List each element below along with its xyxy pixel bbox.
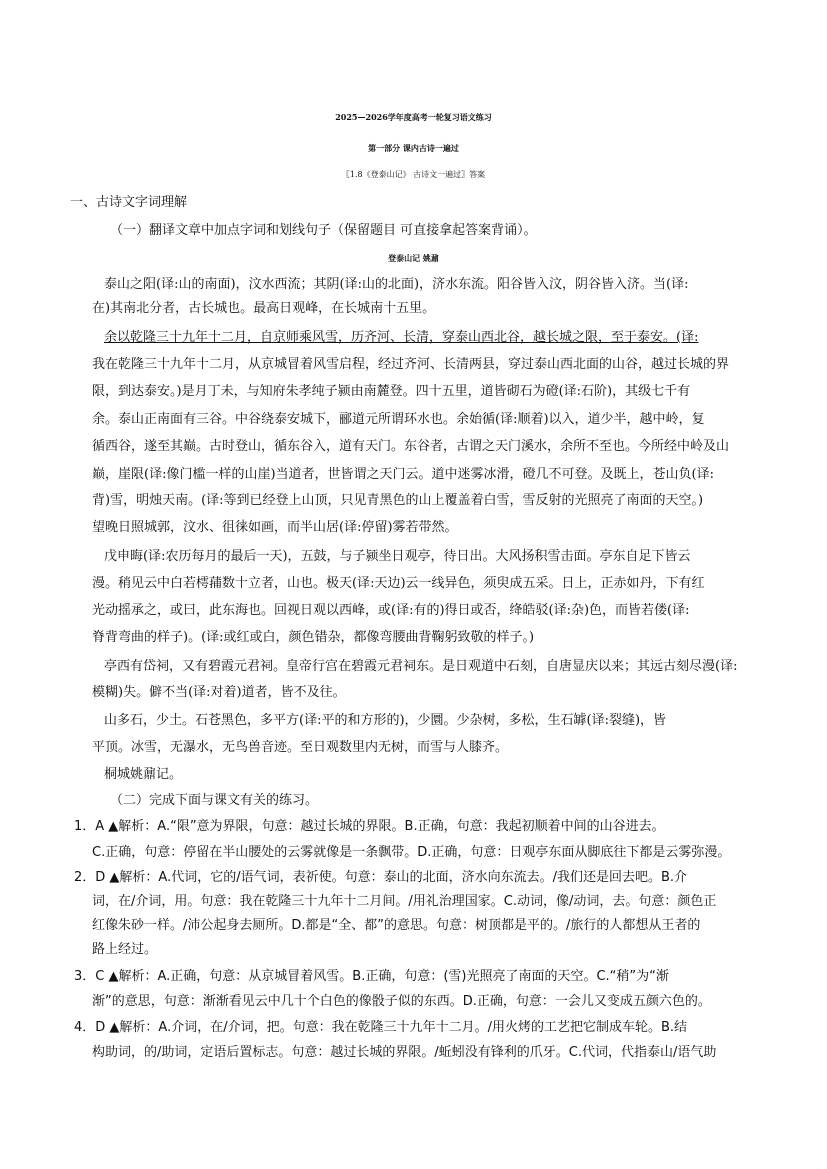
passage-line: 漫。稍见云中白若樗蒱数十立者，山也。极天(译:天边)云一线异色，须臾成五采。日上，正赤如丹，下有红 [92,576,705,591]
passage-title: 登泰山记 姚鼐 [388,253,439,263]
passage-line: 余。泰山正南面有三谷。中谷绕泰安城下，郦道元所谓环水也。余始循(译:顺着)以入，道少半，越中岭，复 [92,412,705,427]
passage-line: 余以乾隆三十九年十二月，自京师乘风雪，历齐河、长清，穿泰山西北谷，越长城之限，至于泰安。(译: [104,330,699,345]
passage-line: 在)其南北分者，古长城也。最高日观峰，在长城南十五里。 [92,301,436,316]
document-title: 2025—2026学年度高考一轮复习语文练习 [335,112,492,122]
passage-line: 戊申晦(译:农历每月的最后一天)，五鼓，与子颍坐日观亭，待日出。大风扬积雪击面。亭东自足下皆云 [104,549,691,564]
passage-line: 亭西有岱祠，又有碧霞元君祠。皇帝行宫在碧霞元君祠东。是日观道中石刻，自唐显庆以来；其远古刻尽漫(译: [104,659,738,674]
answer-line: 4．D ▲解析：A.介词，在/介词，把。句意：我在乾隆三十九年十二月。/用火烤的工艺把它制成车轮。B.结 [74,1020,688,1035]
lesson-heading: 〖1.8《登泰山记》 古诗文一遍过〗答案 [341,170,486,179]
passage-line: 平顶。冰雪，无瀑水，无鸟兽音迹。至日观数里内无树，而雪与人膝齐。 [92,740,509,755]
passage-line: 脊背弯曲的样子)。(译:或红或白，颜色错杂，都像弯腰曲背鞠躬致敬的样子。) [92,630,535,645]
answer-line: 2．D ▲解析：A.代词，它的/语气词，表祈使。句意：泰山的北面，济水向东流去。/我们还是回去吧。B.介 [74,870,688,885]
passage-line: 山多石，少土。石苍黑色，多平方(译:平的和方形的)，少圜。少杂树，多松，生石罅(译:裂缝)，皆 [104,713,667,728]
answer-line: 3．C ▲解析：A.正确，句意：从京城冒着风雪。B.正确，句意：(雪)光照亮了南面的天空。C.“稍”为“渐 [74,969,669,984]
passage-line: 背)雪，明烛天南。(译:等到已经登上山顶，只见青黑色的山上覆盖着白雪，雪反射的光照亮了南面的天空。) [92,493,704,508]
answer-line: 词，在/介词，用。句意：我在乾隆三十九年十二月间。/用礼治理国家。C.动词，像/动词，去。句意：颜色正 [92,894,717,909]
answer-line: C.正确，句意：停留在半山腰处的云雾就像是一条飘带。D.正确，句意：日观亭东面从脚底往下都是云雾弥漫。 [92,845,731,860]
passage-line: 望晚日照城郭，汶水、徂徕如画，而半山居(译:停留)雾若带然。 [92,520,458,535]
subsection-heading: （一）翻译文章中加点字词和划线句子（保留题目 可直接拿起答案背诵）。 [110,223,537,238]
passage-line: 我在乾隆三十九年十二月，从京城冒着风雪启程，经过齐河、长清两县，穿过泰山西北面的山谷，越过长城的界 [92,357,730,372]
passage-line: 光动摇承之，或曰，此东海也。回视日观以西峰，或(译:有的)得日或否，绛皓驳(译:杂)色，而皆若偻(译: [92,603,690,618]
passage-line: 限，到达泰安。)是月丁未，与知府朱孝纯子颍由南麓登。四十五里，道皆砌石为磴(译:石阶)，其级七千有 [92,384,691,399]
answer-line: 构助词，的/助词，定语后置标志。句意：越过长城的界限。/蚯蚓没有锋利的爪牙。C.代词，代指泰山/语气助 [92,1045,717,1060]
answer-line: 1．A ▲解析：A.“限”意为界限，句意：越过长城的界限。B.正确，句意：我起初顺着中间的山谷进去。 [74,819,665,834]
part-heading: 第一部分 课内古诗一遍过 [368,143,459,153]
passage-line: 模糊)失。僻不当(译:对着)道者，皆不及往。 [92,685,346,700]
answer-line: 渐”的意思，句意：渐渐看见云中几十个白色的像骰子似的东西。D.正确，句意：一会儿又变成五颜六色的。 [92,994,711,1009]
section-heading: 一、古诗文字词理解 [70,195,188,210]
passage-line: 循西谷，遂至其巅。古时登山，循东谷入，道有天门。东谷者，古谓之天门溪水，余所不至也。今所经中岭及山 [92,439,730,454]
subsection-heading: （二）完成下面与课文有关的练习。 [110,793,319,808]
passage-line: 泰山之阳(译:山的南面)，汶水西流；其阴(译:山的北面)，济水东流。阳谷皆入汶，阴谷皆入济。当(译: [104,277,689,292]
passage-line: 桐城姚鼐记。 [104,767,183,782]
passage-line: 巅，崖限(译:像门槛一样的山崖)当道者，世皆谓之天门云。道中迷雾冰滑，磴几不可登。及既上，苍山负(译: [92,467,714,482]
answer-line: 路上经过。 [92,942,158,957]
answer-line: 红像朱砂一样。/沛公起身去厕所。D.都是“全、都”的意思。句意：树顶都是平的。/旅行的人都想从王者的 [92,918,701,933]
